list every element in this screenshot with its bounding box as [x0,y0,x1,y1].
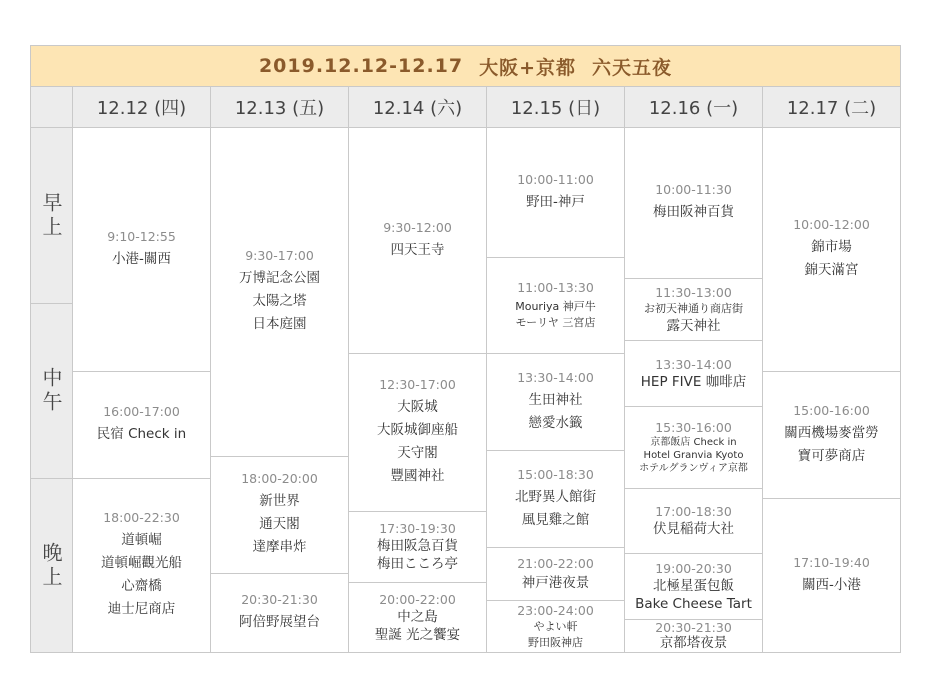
schedule-cell [624,340,763,407]
time-range: 17:10-19:40 [793,554,870,570]
time-range: 23:00-24:00 [517,602,594,618]
time-range: 11:30-13:00 [655,284,732,300]
time-range: 9:30-12:00 [383,219,452,235]
schedule-cell [624,619,763,653]
time-range: 9:10-12:55 [107,228,176,244]
schedule-cell [72,478,211,653]
schedule-cell [624,553,763,620]
place: 京都飯店 Check in [650,437,737,448]
day-header: 12.16 (一) [624,86,763,128]
day-header: 12.13 (五) [210,86,349,128]
schedule-cell [210,127,349,457]
day-header: 12.12 (四) [72,86,211,128]
place: 京都塔夜景 [659,635,728,651]
place: 四天王寺 [390,241,445,258]
place: 野田阪神店 [528,635,583,649]
time-range: 13:30-14:00 [517,369,594,385]
place: 梅田阪神百貨 [653,204,734,220]
time-range: 17:30-19:30 [379,521,456,536]
place: 北野異人館街 [515,488,596,505]
place: Mouriya 神戸牛 [515,300,596,313]
schedule-cell [762,127,901,372]
place: ホテルグランヴィア京都 [639,463,748,474]
place: 寶可夢商店 [797,447,866,464]
title-place: 大阪+京都 [479,56,577,79]
place: お初天神通り商店街 [644,301,743,315]
place: Hotel Granvia Kyoto [643,450,744,461]
schedule-cell [486,127,625,258]
place: モーリヤ 三宮店 [515,316,596,329]
time-range: 9:30-17:00 [245,248,314,263]
place: 風見雞之館 [521,511,590,528]
schedule-cell [486,257,625,354]
schedule-cell [348,582,487,653]
schedule-cell [348,127,487,354]
itinerary-title [30,45,901,87]
time-range: 18:00-22:30 [103,510,180,525]
place: 太陽之塔 [252,293,307,309]
schedule-cell [762,498,901,653]
schedule-cell [762,371,901,499]
period-label: 中午 [39,367,63,415]
day-header: 12.15 (日) [486,86,625,128]
place: 野田-神戸 [526,193,585,210]
place: 日本庭園 [252,316,307,332]
place: 關西-小港 [802,576,861,593]
time-range: 10:00-12:00 [793,217,870,232]
time-range: 16:00-17:00 [103,404,180,419]
place: 達摩串炸 [252,539,307,555]
place: 北極星蛋包飯 [653,577,734,594]
place: 梅田こころ亭 [377,556,458,572]
place: 梅田阪急百貨 [377,538,458,554]
time-range: 15:30-16:00 [655,420,732,435]
time-range: 15:00-18:30 [517,466,594,482]
schedule-cell [624,127,763,279]
time-range: 10:00-11:00 [517,171,594,187]
time-range: 20:30-21:30 [655,620,732,635]
place: 小港-關西 [112,250,171,267]
place: 露天神社 [666,317,721,334]
schedule-cell [486,353,625,451]
schedule-cell [72,371,211,479]
period-evening [30,478,73,653]
time-range: 21:00-22:00 [517,556,594,571]
time-range: 15:00-16:00 [793,402,870,418]
place: 通天閣 [259,516,300,532]
time-range: 12:30-17:00 [379,377,456,392]
schedule-cell [624,406,763,489]
period-noon [30,303,73,479]
schedule-cell [348,353,487,512]
place: 生田神社 [528,391,583,408]
place: 關西機場麥當勞 [784,424,879,441]
place: 天守閣 [397,445,438,461]
place: 中之島 [397,608,438,625]
schedule-cell [72,127,211,372]
place: 錦天滿宮 [804,262,859,278]
schedule-cell [486,600,625,653]
schedule-cell [486,547,625,601]
period-morning [30,127,73,304]
place: 豐國神社 [390,468,445,484]
time-range: 19:00-20:30 [655,560,732,576]
title-dates: 2019.12.12-12.17 [258,55,464,77]
day-header: 12.14 (六) [348,86,487,128]
period-label: 晚上 [39,541,63,590]
time-range: 18:00-20:00 [241,471,318,486]
place: 大阪城 [397,399,438,415]
schedule-cell [486,450,625,548]
place: やよい軒 [533,619,578,633]
place: 道頓崛 [121,532,162,548]
place: 万博記念公園 [239,270,320,286]
place: 民宿 Check in [96,426,187,442]
place: 阿倍野展望台 [239,614,320,630]
place: 迪士尼商店 [107,601,176,617]
place: 道頓崛觀光船 [101,555,182,571]
schedule-cell [624,488,763,554]
time-range: 11:00-13:30 [517,280,594,295]
day-header: 12.17 (二) [762,86,901,128]
place: Bake Cheese Tart [635,595,752,612]
place: 新世界 [259,493,300,509]
time-range: 17:00-18:30 [655,504,732,519]
time-range: 20:30-21:30 [241,592,318,607]
schedule-cell [348,511,487,583]
place: 伏見稲荷大社 [653,521,734,537]
place: 戀愛水籤 [528,414,583,431]
time-range: 10:00-11:30 [655,182,732,197]
title-duration: 六天五夜 [592,56,673,79]
place: HEP FIVE 咖啡店 [640,373,747,390]
period-label: 早上 [39,191,63,240]
place: 錦市場 [811,239,852,255]
time-range: 20:00-22:00 [379,591,456,607]
place: 神戸港夜景 [521,575,590,591]
place: 心齋橋 [121,578,162,594]
time-range: 13:30-14:00 [655,356,732,372]
place: 聖誕 光之饗宴 [374,626,461,643]
schedule-cell [210,573,349,653]
schedule-cell [624,278,763,341]
schedule-cell [210,456,349,574]
place: 大阪城御座船 [377,422,458,438]
header-corner [30,86,73,128]
